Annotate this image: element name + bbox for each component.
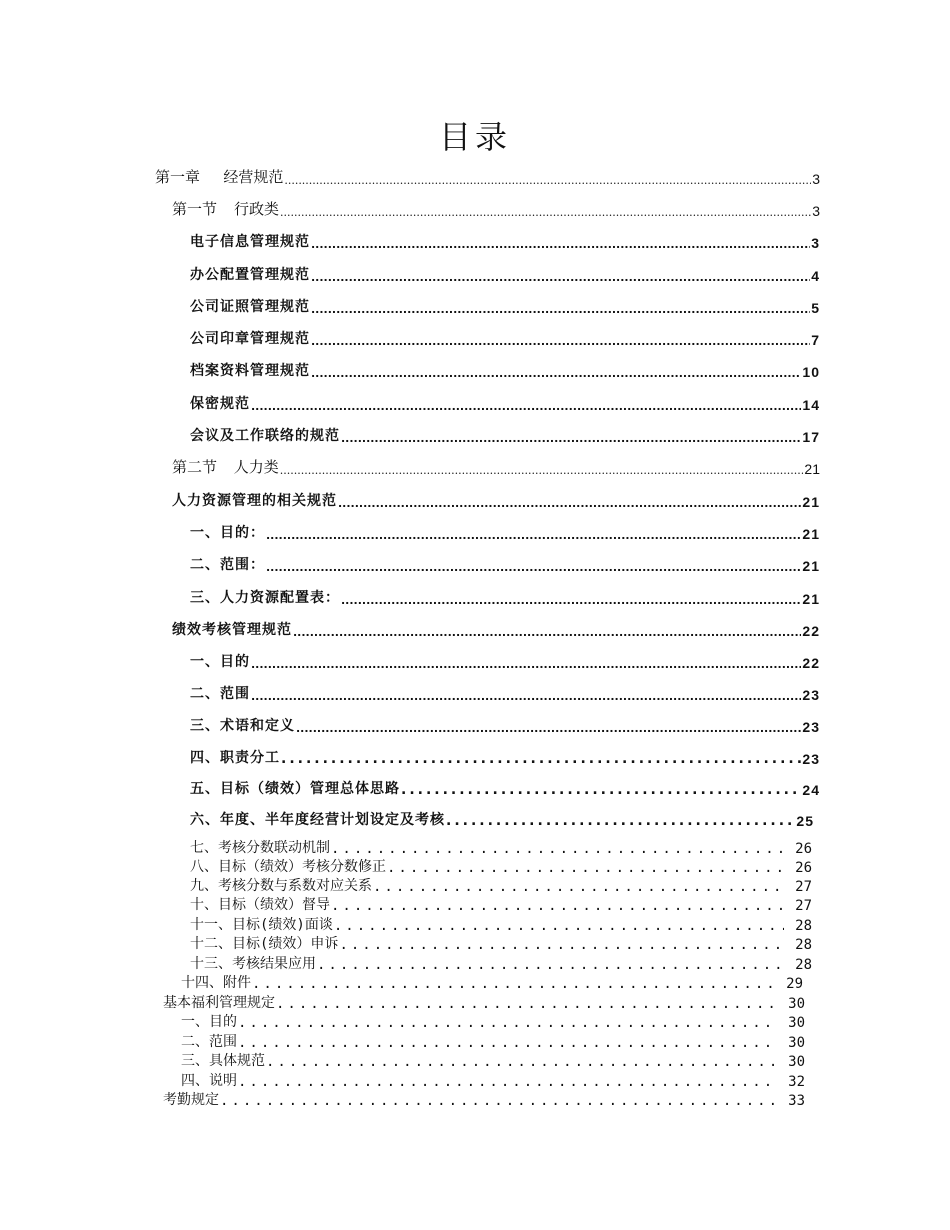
dot-leader [238,1035,777,1051]
toc-entry-label: 保密规范 [190,396,250,412]
toc-entry[interactable] [190,358,820,380]
toc-page-number: 27 [795,879,812,895]
toc-entry-label: 九、考核分数与系数对应关系 [190,878,372,894]
toc-page-number: 3 [812,203,820,219]
toc-entry[interactable] [190,915,812,934]
dot-leader [251,690,801,703]
toc-page-number: 22 [802,655,820,671]
toc-entry-number: 第二节 [172,458,218,476]
toc-entry-label: 一、目的： [190,525,265,541]
toc-entry[interactable] [190,934,812,953]
toc-entry-label: 十一、目标(绩效)面谈 [190,917,333,933]
dot-leader [311,271,810,284]
dot-leader [280,206,811,219]
dot-leader [251,658,801,671]
dot-leader [266,1054,777,1070]
toc-entry[interactable] [190,876,812,895]
toc-entry-chapter-1[interactable] [155,165,820,187]
toc-entry[interactable] [190,423,820,445]
dot-leader [220,1093,777,1109]
dot-leader [446,813,795,829]
toc-page-number: 7 [811,332,820,348]
toc-entry[interactable] [190,552,820,574]
toc-entry[interactable] [172,488,820,510]
toc-entry-label: 三、术语和定义 [190,718,295,734]
toc-entry-label: 八、目标（绩效）考核分数修正 [190,859,386,875]
toc-entry[interactable] [190,391,820,413]
toc-entry-label: 人力资源管理的相关规范 [172,493,337,509]
dot-leader [296,722,801,735]
dot-leader [266,561,801,574]
dot-leader [252,976,775,992]
toc-page-number: 30 [788,1054,805,1070]
toc-entry[interactable] [190,857,812,876]
toc-entry[interactable] [190,229,820,251]
toc-page-number: 26 [795,841,812,857]
toc-page-number: 21 [804,461,820,477]
dot-leader [341,594,801,607]
toc-page-number: 26 [795,860,812,876]
toc-title: 目录 [438,118,511,156]
dot-leader [338,497,801,510]
toc-entry-label: 二、范围 [181,1034,237,1050]
dot-leader [311,303,810,316]
toc-entry[interactable] [190,585,820,607]
dot-leader [266,529,801,542]
toc-page-number: 28 [795,918,812,934]
toc-page-number: 23 [802,719,820,735]
toc-entry[interactable] [190,326,820,348]
toc-entry[interactable] [190,294,820,316]
toc-entry-label: 二、范围 [190,686,250,702]
toc-page-number: 29 [786,976,803,992]
toc-page-number: 21 [802,591,820,607]
dot-leader [311,238,810,251]
toc-entry-label: 三、人力资源配置表： [190,590,340,606]
toc-entry[interactable] [190,776,820,798]
dot-leader [284,174,811,187]
toc-entry[interactable] [190,745,820,767]
toc-entry-number: 第一章 [155,168,201,186]
toc-page-number: 33 [788,1093,805,1109]
toc-entry[interactable] [163,993,805,1012]
toc-entry-label: 十四、附件 [181,975,251,991]
toc-entry[interactable] [181,1051,805,1070]
dot-leader [311,335,810,348]
toc-entry-label: 一、目的 [181,1014,237,1030]
toc-entry[interactable] [190,681,820,703]
toc-entry-label: 七、考核分数联动机制 [190,840,330,856]
dot-leader [339,937,784,953]
toc-entry-label: 四、职责分工 [190,750,280,766]
toc-entry-label: 办公配置管理规范 [190,267,310,283]
dot-leader [311,367,801,380]
toc-entry-label: 绩效考核管理规范 [172,622,292,638]
toc-page-number: 22 [802,623,820,639]
dot-leader [331,841,784,857]
toc-entry-label: 档案资料管理规范 [190,363,310,379]
toc-entry-section-1[interactable] [172,197,820,219]
dot-leader [276,996,777,1012]
toc-page-number: 3 [812,171,820,187]
dot-leader [281,751,801,767]
toc-page-number: 5 [811,300,820,316]
toc-entry-label: 电子信息管理规范 [190,234,310,250]
toc-entry[interactable] [190,838,812,857]
toc-entry-label: 四、说明 [181,1073,237,1089]
dot-leader [387,860,784,876]
toc-entry-label: 经营规范 [223,168,284,186]
toc-page-number: 30 [788,1035,805,1051]
dot-leader [373,879,784,895]
toc-entry[interactable] [181,973,803,992]
toc-entry[interactable] [190,262,820,284]
toc-page-number: 17 [802,429,820,445]
toc-entry-label: 人力类 [233,458,279,476]
toc-entry[interactable] [181,1071,805,1090]
toc-entry-label: 六、年度、半年度经营计划设定及考核 [190,812,445,828]
toc-entry[interactable] [181,1012,805,1031]
toc-entry[interactable] [190,713,820,735]
toc-entry-label: 五、目标（绩效）管理总体思路 [190,781,400,797]
toc-page-number: 21 [802,526,820,542]
toc-entry-label: 行政类 [234,200,280,218]
toc-entry[interactable] [190,520,820,542]
toc-entry-label: 会议及工作联络的规范 [190,428,340,444]
toc-page-number: 21 [802,494,820,510]
toc-entry-number: 第一节 [172,200,218,218]
dot-leader [334,918,784,934]
toc-entry-label: 公司证照管理规范 [190,299,310,315]
toc-page-number: 30 [788,1015,805,1031]
toc-page-number: 32 [788,1074,805,1090]
toc-entry-label: 一、目的 [190,654,250,670]
toc-entry-label: 考勤规定 [163,1092,219,1108]
toc-page-number: 27 [795,898,812,914]
dot-leader [238,1015,777,1031]
toc-entry-label: 十三、考核结果应用 [190,956,316,972]
dot-leader [251,400,801,413]
dot-leader [331,898,784,914]
toc-entry-label: 公司印章管理规范 [190,331,310,347]
toc-entry[interactable] [190,649,820,671]
toc-page-number: 28 [795,937,812,953]
toc-page-number: 23 [802,751,820,767]
toc-entry-section-2[interactable] [172,455,820,477]
toc-entry[interactable] [190,895,812,914]
toc-page-number: 10 [802,364,820,380]
toc-entry-label: 十、目标（绩效）督导 [190,897,330,913]
dot-leader [401,782,801,798]
toc-page-number: 4 [811,268,820,284]
dot-leader [317,957,784,973]
toc-entry[interactable] [190,954,812,973]
toc-page-number: 24 [802,782,820,798]
toc-entry[interactable] [190,807,814,829]
dot-leader [341,432,801,445]
toc-entry[interactable] [181,1032,805,1051]
toc-page-number: 25 [796,813,814,829]
dot-leader [238,1074,777,1090]
toc-page-number: 30 [788,996,805,1012]
toc-entry-label: 二、范围： [190,557,265,573]
toc-page-number: 21 [802,558,820,574]
toc-page-number: 28 [795,957,812,973]
toc-entry-label: 十二、目标(绩效）申诉 [190,936,339,952]
toc-page-number: 3 [811,235,820,251]
dot-leader [280,464,804,477]
toc-entry-label: 三、具体规范 [181,1053,265,1069]
toc-entry[interactable] [172,617,820,639]
toc-page-number: 23 [802,687,820,703]
toc-page-number: 14 [802,397,820,413]
toc-entry[interactable] [163,1090,805,1109]
dot-leader [293,626,801,639]
toc-entry-label: 基本福利管理规定 [163,995,275,1011]
